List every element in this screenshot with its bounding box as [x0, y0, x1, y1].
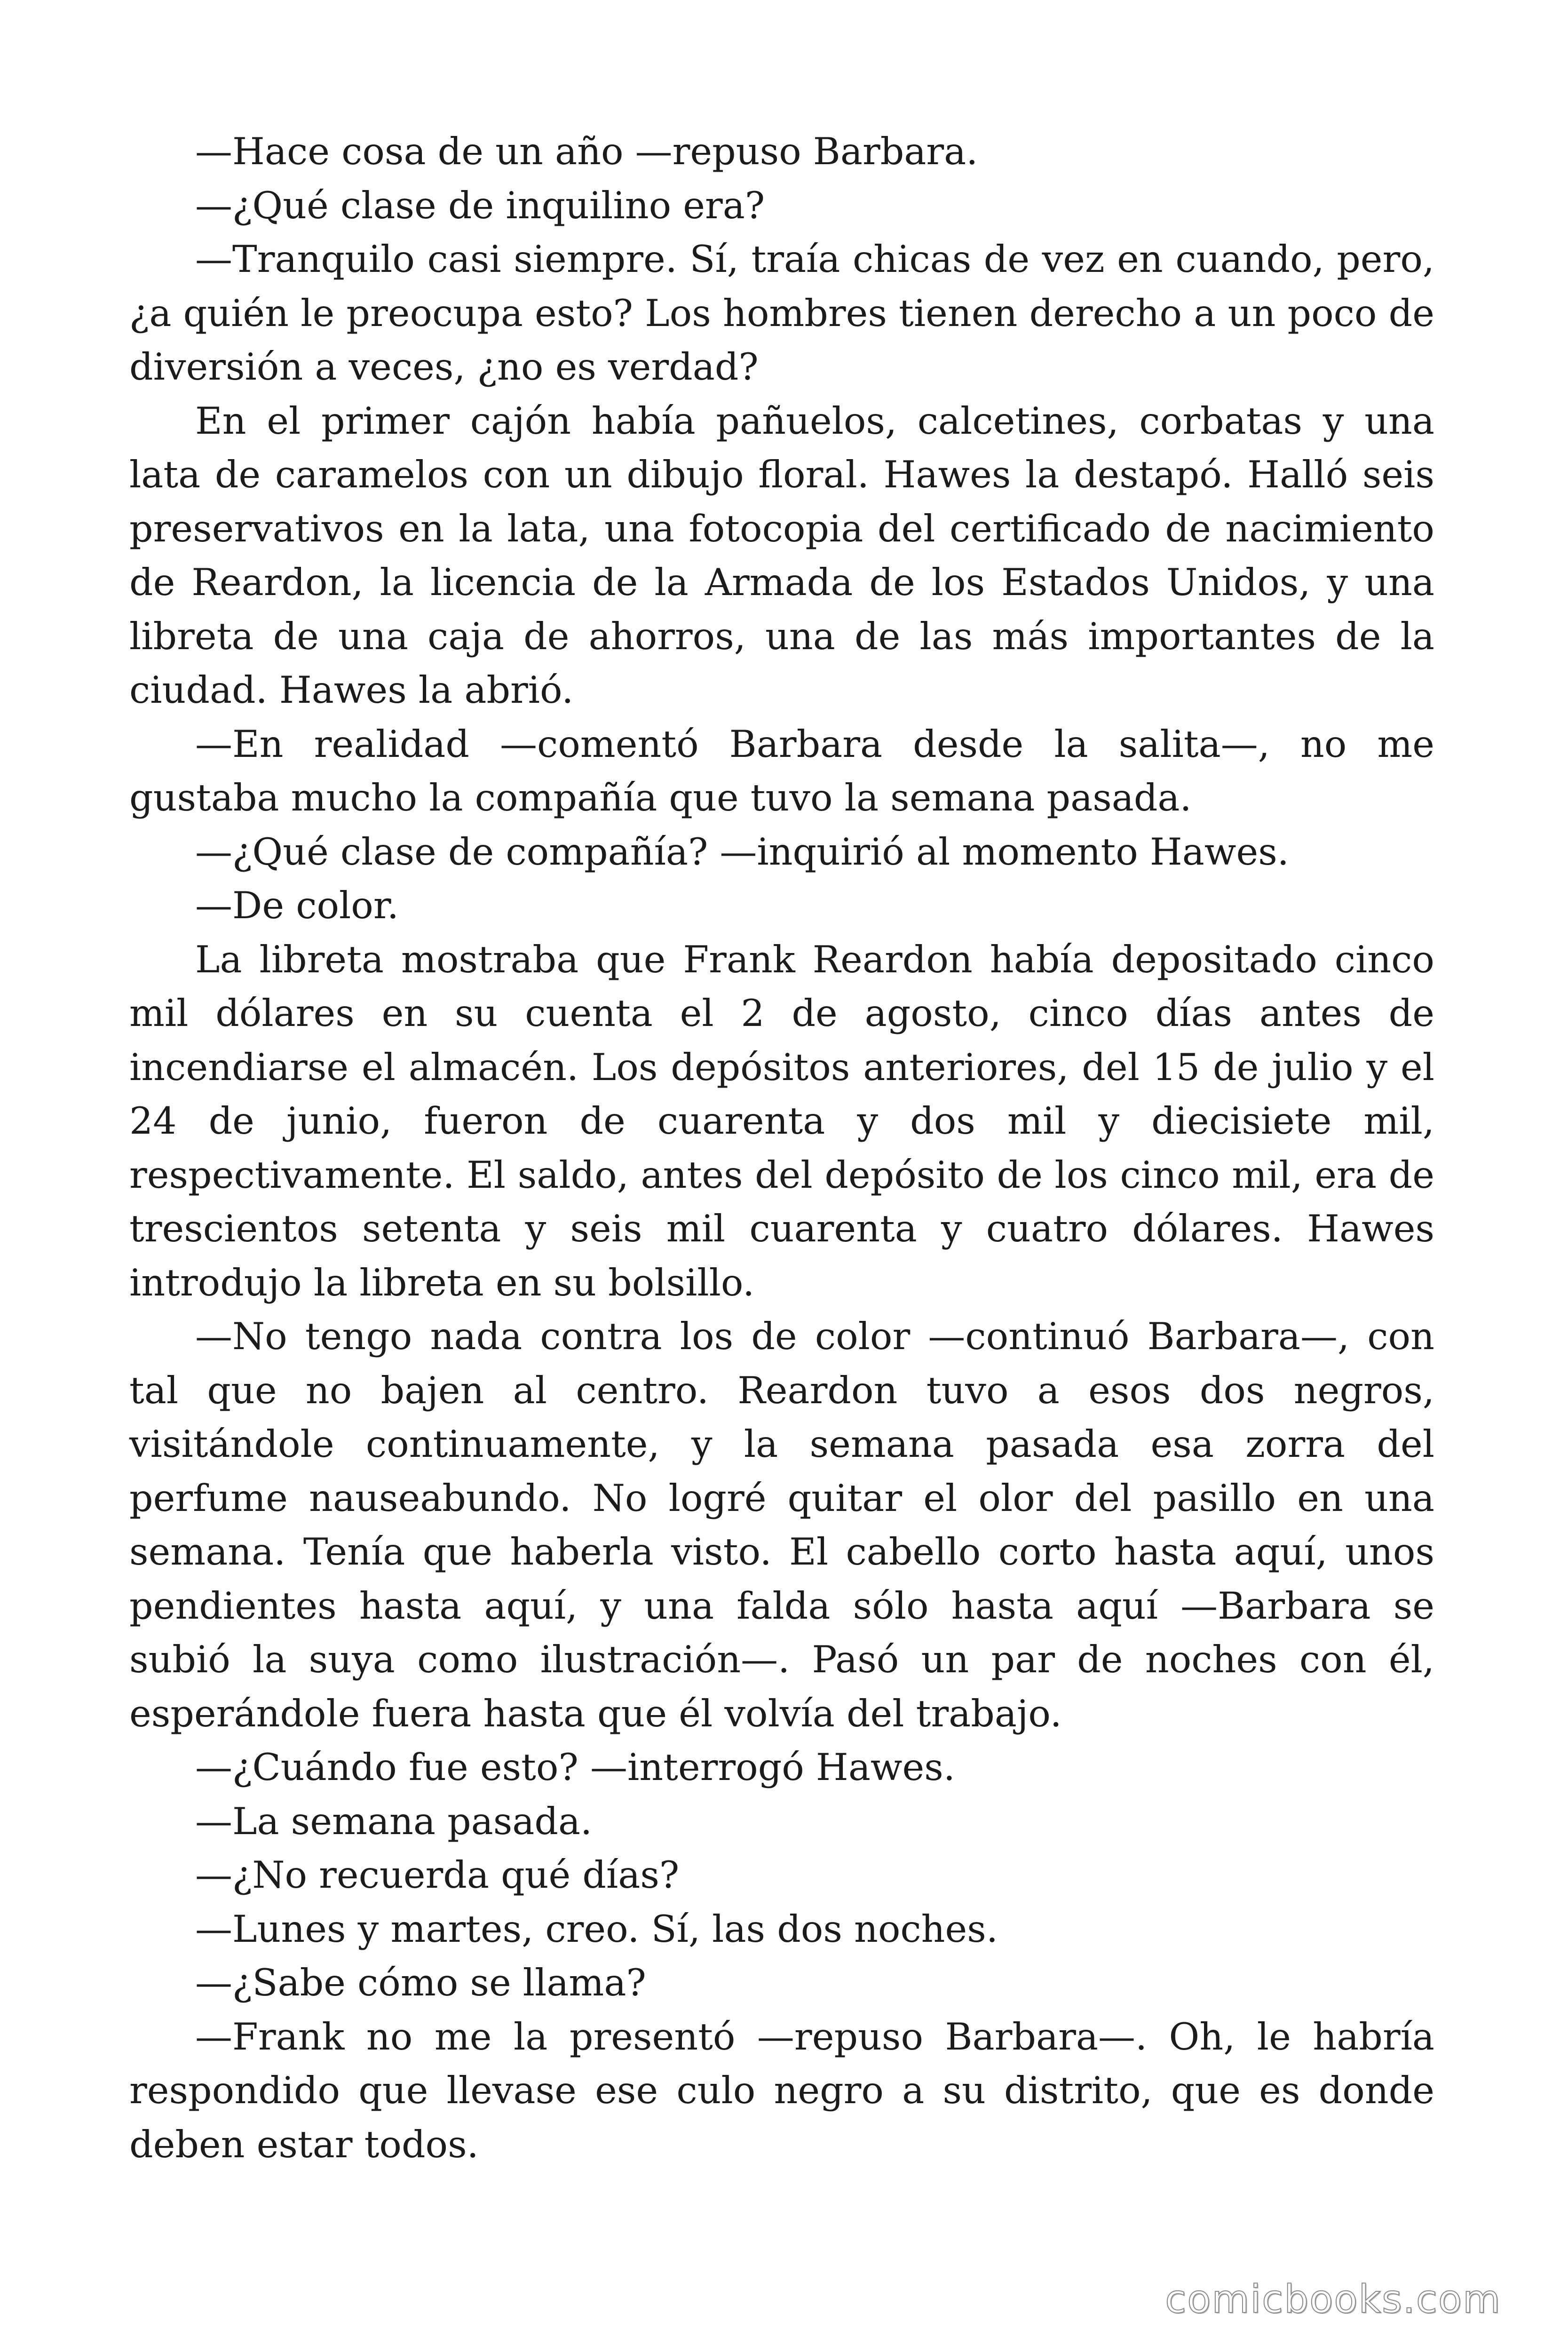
paragraph: —¿Qué clase de compañía? —inquirió al momento Hawes.	[195, 830, 1289, 874]
paragraph: —¿Qué clase de inquilino era?	[195, 183, 765, 227]
body-text	[129, 125, 1434, 2171]
paragraph: —¿No recuerda qué días?	[195, 1853, 680, 1897]
paragraph: —Lunes y martes, creo. Sí, las dos noches.	[195, 1907, 998, 1951]
paragraph: —¿Sabe cómo se llama?	[195, 1961, 646, 2004]
paragraph: —Tranquilo casi siempre. Sí, traía chicas de vez en cuando, pero, ¿a quién le preocupa esto? Los hombres tienen derecho a un poco de diversión a veces, ¿no es verdad?	[129, 238, 1434, 389]
paragraph: —En realidad —comentó Barbara desde la salita—, no me gustaba mucho la compañía que tuvo la semana pasada.	[129, 722, 1434, 819]
paragraph: —De color.	[195, 884, 399, 927]
paragraph: —Hace cosa de un año —repuso Barbara.	[195, 130, 978, 173]
paragraph: —¿Cuándo fue esto? —interrogó Hawes.	[195, 1746, 955, 1789]
paragraph: La libreta mostraba que Frank Reardon había depositado cinco mil dólares en su cuenta el 2 de agosto, cinco días antes de incendiarse el almacén. Los depósitos anteriores, del 15 de julio y el 24 de junio, fueron de cuarenta y dos mil y diecisiete mil, respectivamente. El saldo, antes del depósito de los cinco mil, era de trescientos setenta y seis mil cuarenta y cuatro dólares. Hawes introdujo la libreta en su bolsillo.	[129, 938, 1434, 1304]
paragraph: —No tengo nada contra los de color —continuó Barbara—, con tal que no bajen al centro. Reardon tuvo a esos dos negros, visitándole continuamente, y la semana pasada esa zorra del perfume nauseabundo. No logré quitar el olor del pasillo en una semana. Tenía que haberla visto. El cabello corto hasta aquí, unos pendientes hasta aquí, y una falda sólo hasta aquí —Barbara se subió la suya como ilustración—. Pasó un par de noches con él, esperándole fuera hasta que él volvía del trabajo.	[129, 1315, 1434, 1735]
paragraph: En el primer cajón había pañuelos, calcetines, corbatas y una lata de caramelos con un dibujo floral. Hawes la destapó. Halló seis preservativos en la lata, una fotocopia del certificado de nacimiento de Reardon, la licencia de la Armada de los Estados Unidos, y una libreta de una caja de ahorros, una de las más importantes de la ciudad. Hawes la abrió.	[129, 399, 1434, 712]
paragraph: —Frank no me la presentó —repuso Barbara—. Oh, le habría respondido que llevase ese culo negro a su distrito, que es donde deben estar todos.	[129, 2015, 1434, 2166]
paragraph: —La semana pasada.	[195, 1799, 593, 1843]
watermark: comicbooks.com	[1165, 2277, 1501, 2322]
